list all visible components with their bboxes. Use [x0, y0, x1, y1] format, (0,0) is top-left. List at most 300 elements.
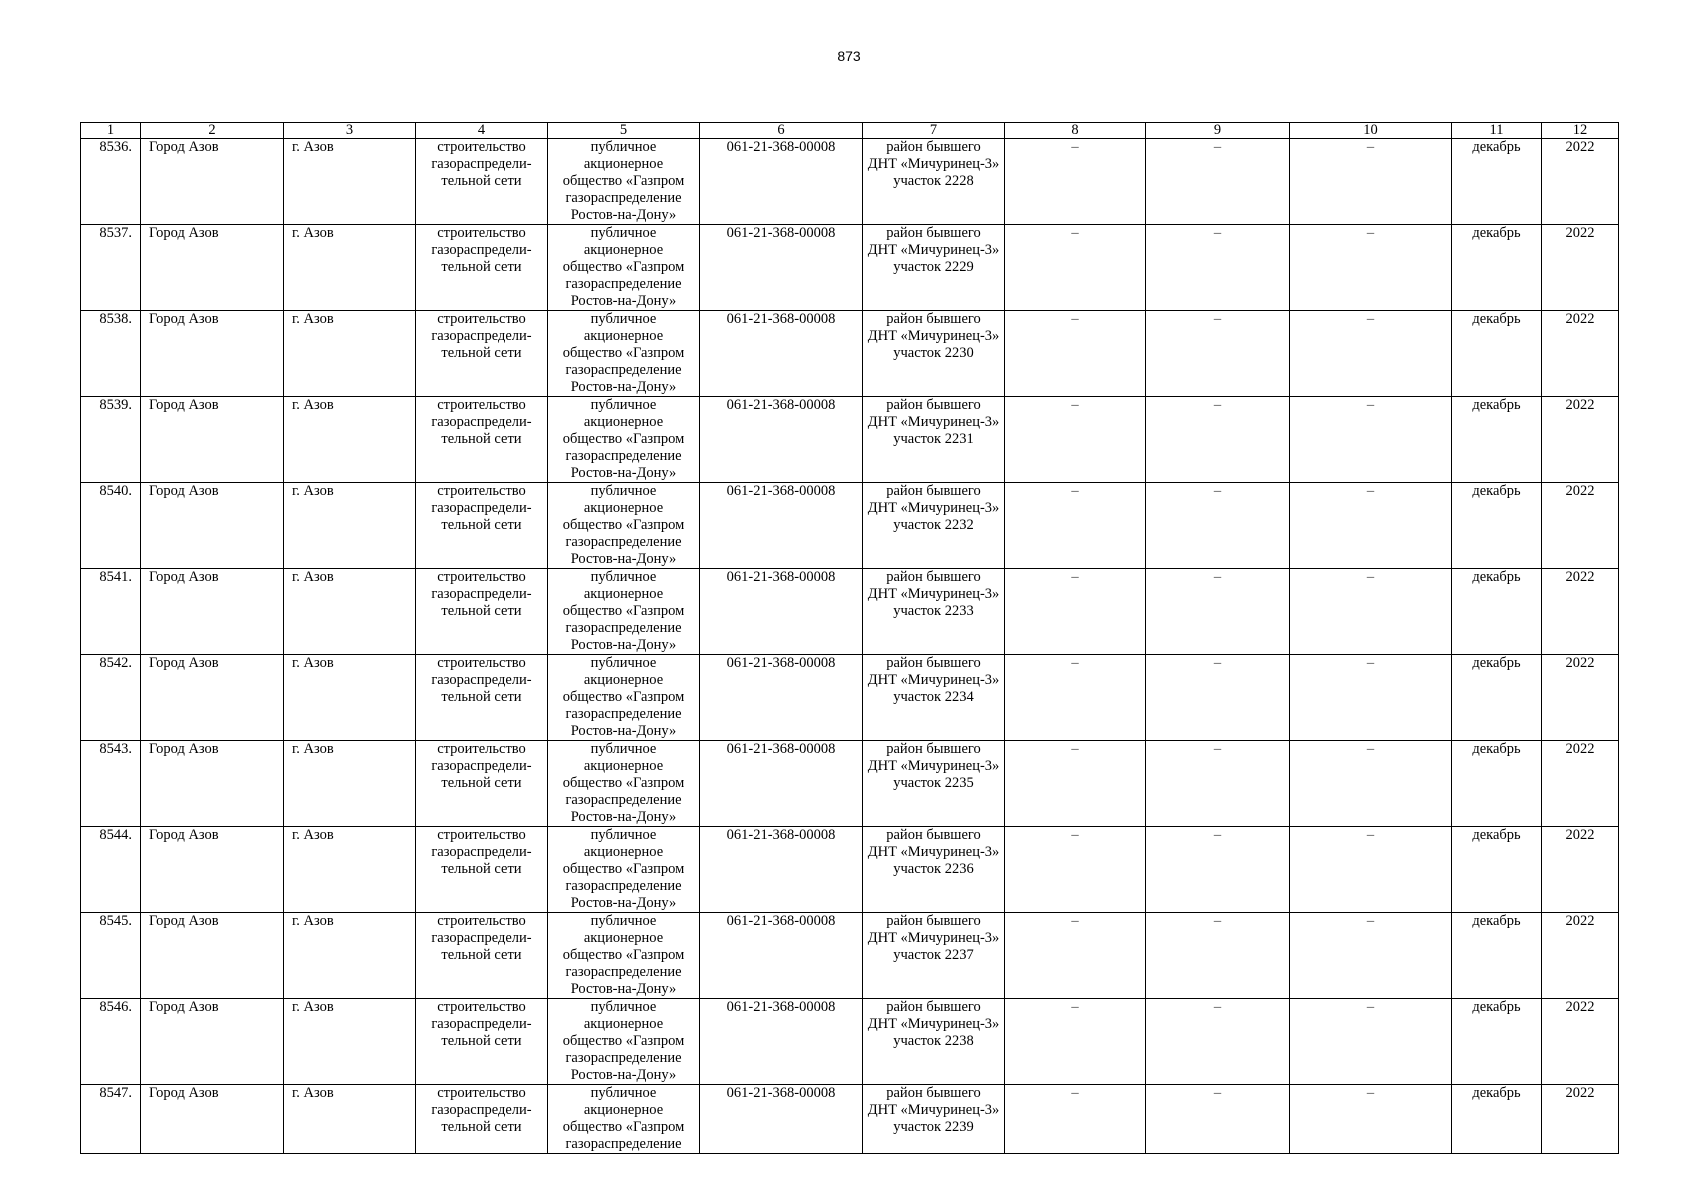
column-9-cell: –: [1146, 311, 1290, 397]
purpose-cell: [416, 311, 548, 397]
code-cell: 061-21-368-00008: [700, 311, 863, 397]
location-cell: [863, 397, 1005, 483]
owner-cell-line: акционерное: [583, 328, 664, 344]
location-cell: [863, 569, 1005, 655]
location-cell-line: район бывшего: [886, 397, 981, 413]
purpose-cell-line: газораспредели-: [431, 586, 532, 602]
purpose-cell-line: строительство: [437, 913, 526, 929]
column-header-6: 6: [700, 123, 863, 139]
code-cell: 061-21-368-00008: [700, 655, 863, 741]
purpose-cell-line: строительство: [437, 225, 526, 241]
owner-cell-line: публичное: [590, 397, 657, 413]
year-cell: 2022: [1542, 569, 1619, 655]
purpose-cell-line: газораспредели-: [431, 1102, 532, 1118]
year-cell: 2022: [1542, 483, 1619, 569]
row-number: 8538.: [81, 311, 141, 397]
owner-cell-line: публичное: [590, 741, 657, 757]
location-cell-line: район бывшего: [886, 741, 981, 757]
column-header-12: 12: [1542, 123, 1619, 139]
owner-cell-line: общество «Газпром: [562, 259, 685, 275]
month-cell: декабрь: [1452, 741, 1542, 827]
owner-cell-line: Ростов-на-Дону»: [570, 1067, 677, 1083]
purpose-cell: [416, 655, 548, 741]
location-cell-line: район бывшего: [886, 225, 981, 241]
purpose-cell-line: газораспредели-: [431, 156, 532, 172]
owner-cell-line: публичное: [590, 999, 657, 1015]
table-row: [81, 913, 1619, 999]
month-cell: декабрь: [1452, 397, 1542, 483]
purpose-cell: [416, 139, 548, 225]
owner-cell: [548, 913, 700, 999]
owner-cell-line: Ростов-на-Дону»: [570, 207, 677, 223]
column-header-7: 7: [863, 123, 1005, 139]
year-cell: 2022: [1542, 741, 1619, 827]
owner-cell: [548, 741, 700, 827]
column-8-cell: –: [1005, 397, 1146, 483]
location-cell-line: ДНТ «Мичуринец-3»: [867, 930, 1000, 946]
settlement-cell: г. Азов: [284, 311, 416, 397]
owner-cell-line: газораспределение: [565, 792, 682, 808]
column-9-cell: –: [1146, 397, 1290, 483]
purpose-cell: [416, 225, 548, 311]
column-10-cell: –: [1290, 913, 1452, 999]
purpose-cell-line: строительство: [437, 827, 526, 843]
location-cell-line: участок 2239: [893, 1119, 974, 1135]
settlement-cell: г. Азов: [284, 655, 416, 741]
column-header-4: 4: [416, 123, 548, 139]
owner-cell-line: акционерное: [583, 586, 664, 602]
settlement-cell: г. Азов: [284, 483, 416, 569]
purpose-cell-line: газораспредели-: [431, 844, 532, 860]
table-row: [81, 483, 1619, 569]
month-cell: декабрь: [1452, 655, 1542, 741]
owner-cell-line: Ростов-на-Дону»: [570, 465, 677, 481]
location-cell-line: участок 2238: [893, 1033, 974, 1049]
location-cell: [863, 741, 1005, 827]
location-cell-line: район бывшего: [886, 311, 981, 327]
owner-cell-line: Ростов-на-Дону»: [570, 723, 677, 739]
location-cell-line: ДНТ «Мичуринец-3»: [867, 1016, 1000, 1032]
column-8-cell: –: [1005, 311, 1146, 397]
municipality-cell: Город Азов: [141, 483, 284, 569]
location-cell: [863, 999, 1005, 1085]
table-row: [81, 741, 1619, 827]
month-cell: декабрь: [1452, 1085, 1542, 1154]
municipality-cell: Город Азов: [141, 999, 284, 1085]
owner-cell-line: акционерное: [583, 414, 664, 430]
location-cell: [863, 1085, 1005, 1154]
table-row: [81, 311, 1619, 397]
owner-cell-line: публичное: [590, 827, 657, 843]
purpose-cell: [416, 569, 548, 655]
month-cell: декабрь: [1452, 999, 1542, 1085]
location-cell-line: ДНТ «Мичуринец-3»: [867, 672, 1000, 688]
code-cell: 061-21-368-00008: [700, 913, 863, 999]
purpose-cell-line: строительство: [437, 569, 526, 585]
column-10-cell: –: [1290, 311, 1452, 397]
code-cell: 061-21-368-00008: [700, 741, 863, 827]
year-cell: 2022: [1542, 225, 1619, 311]
month-cell: декабрь: [1452, 139, 1542, 225]
settlement-cell: г. Азов: [284, 913, 416, 999]
owner-cell-line: газораспределение: [565, 448, 682, 464]
column-9-cell: –: [1146, 569, 1290, 655]
owner-cell: [548, 999, 700, 1085]
location-cell: [863, 483, 1005, 569]
table-row: [81, 569, 1619, 655]
settlement-cell: г. Азов: [284, 1085, 416, 1154]
owner-cell-line: газораспределение: [565, 276, 682, 292]
owner-cell-line: газораспределение: [565, 190, 682, 206]
owner-cell-line: публичное: [590, 569, 657, 585]
row-number: 8546.: [81, 999, 141, 1085]
row-number: 8545.: [81, 913, 141, 999]
year-cell: 2022: [1542, 913, 1619, 999]
municipality-cell: Город Азов: [141, 311, 284, 397]
purpose-cell-line: тельной сети: [441, 345, 522, 361]
settlement-cell: г. Азов: [284, 999, 416, 1085]
row-number: 8539.: [81, 397, 141, 483]
purpose-cell-line: газораспредели-: [431, 930, 532, 946]
registry-table: [80, 122, 1619, 1154]
owner-cell-line: акционерное: [583, 672, 664, 688]
month-cell: декабрь: [1452, 913, 1542, 999]
column-8-cell: –: [1005, 827, 1146, 913]
location-cell-line: ДНТ «Мичуринец-3»: [867, 586, 1000, 602]
location-cell-line: район бывшего: [886, 569, 981, 585]
location-cell-line: ДНТ «Мичуринец-3»: [867, 758, 1000, 774]
purpose-cell-line: тельной сети: [441, 775, 522, 791]
table-row: [81, 139, 1619, 225]
owner-cell-line: акционерное: [583, 1016, 664, 1032]
location-cell-line: район бывшего: [886, 827, 981, 843]
location-cell: [863, 655, 1005, 741]
row-number: 8536.: [81, 139, 141, 225]
code-cell: 061-21-368-00008: [700, 999, 863, 1085]
owner-cell-line: газораспределение: [565, 534, 682, 550]
year-cell: 2022: [1542, 1085, 1619, 1154]
column-10-cell: –: [1290, 1085, 1452, 1154]
municipality-cell: Город Азов: [141, 397, 284, 483]
purpose-cell: [416, 827, 548, 913]
column-header-2: 2: [141, 123, 284, 139]
owner-cell-line: Ростов-на-Дону»: [570, 895, 677, 911]
purpose-cell-line: строительство: [437, 999, 526, 1015]
row-number: 8537.: [81, 225, 141, 311]
owner-cell-line: Ростов-на-Дону»: [570, 809, 677, 825]
page-number: 873: [837, 48, 861, 64]
table-row: [81, 397, 1619, 483]
purpose-cell-line: тельной сети: [441, 173, 522, 189]
owner-cell-line: акционерное: [583, 1102, 664, 1118]
owner-cell-line: общество «Газпром: [562, 517, 685, 533]
month-cell: декабрь: [1452, 311, 1542, 397]
column-header-1: 1: [81, 123, 141, 139]
location-cell-line: ДНТ «Мичуринец-3»: [867, 844, 1000, 860]
code-cell: 061-21-368-00008: [700, 397, 863, 483]
owner-cell: [548, 225, 700, 311]
municipality-cell: Город Азов: [141, 1085, 284, 1154]
purpose-cell-line: тельной сети: [441, 517, 522, 533]
owner-cell-line: Ростов-на-Дону»: [570, 981, 677, 997]
owner-cell-line: газораспределение: [565, 1136, 682, 1152]
column-10-cell: –: [1290, 741, 1452, 827]
owner-cell: [548, 1085, 700, 1154]
column-9-cell: –: [1146, 1085, 1290, 1154]
location-cell-line: участок 2230: [893, 345, 974, 361]
owner-cell-line: газораспределение: [565, 878, 682, 894]
code-cell: 061-21-368-00008: [700, 827, 863, 913]
purpose-cell-line: тельной сети: [441, 603, 522, 619]
purpose-cell-line: газораспредели-: [431, 672, 532, 688]
owner-cell-line: акционерное: [583, 930, 664, 946]
code-cell: 061-21-368-00008: [700, 569, 863, 655]
owner-cell-line: общество «Газпром: [562, 1033, 685, 1049]
owner-cell-line: акционерное: [583, 156, 664, 172]
owner-cell: [548, 311, 700, 397]
location-cell-line: участок 2234: [893, 689, 974, 705]
column-9-cell: –: [1146, 225, 1290, 311]
column-10-cell: –: [1290, 999, 1452, 1085]
purpose-cell-line: газораспредели-: [431, 242, 532, 258]
owner-cell-line: общество «Газпром: [562, 775, 685, 791]
purpose-cell-line: строительство: [437, 741, 526, 757]
table-row: [81, 655, 1619, 741]
settlement-cell: г. Азов: [284, 569, 416, 655]
location-cell: [863, 827, 1005, 913]
owner-cell-line: общество «Газпром: [562, 345, 685, 361]
owner-cell-line: публичное: [590, 483, 657, 499]
municipality-cell: Город Азов: [141, 655, 284, 741]
year-cell: 2022: [1542, 827, 1619, 913]
purpose-cell-line: тельной сети: [441, 259, 522, 275]
location-cell-line: участок 2236: [893, 861, 974, 877]
location-cell-line: район бывшего: [886, 139, 981, 155]
purpose-cell: [416, 999, 548, 1085]
owner-cell-line: газораспределение: [565, 362, 682, 378]
purpose-cell-line: строительство: [437, 483, 526, 499]
owner-cell-line: общество «Газпром: [562, 689, 685, 705]
owner-cell-line: публичное: [590, 913, 657, 929]
purpose-cell-line: строительство: [437, 655, 526, 671]
settlement-cell: г. Азов: [284, 225, 416, 311]
column-10-cell: –: [1290, 827, 1452, 913]
column-header-5: 5: [548, 123, 700, 139]
owner-cell-line: газораспределение: [565, 964, 682, 980]
owner-cell-line: публичное: [590, 225, 657, 241]
purpose-cell: [416, 1085, 548, 1154]
row-number: 8543.: [81, 741, 141, 827]
table-row: [81, 827, 1619, 913]
owner-cell-line: общество «Газпром: [562, 861, 685, 877]
owner-cell-line: общество «Газпром: [562, 1119, 685, 1135]
location-cell-line: район бывшего: [886, 913, 981, 929]
table-row: [81, 1085, 1619, 1154]
month-cell: декабрь: [1452, 225, 1542, 311]
owner-cell-line: Ростов-на-Дону»: [570, 637, 677, 653]
purpose-cell-line: тельной сети: [441, 861, 522, 877]
owner-cell-line: публичное: [590, 1085, 657, 1101]
table-row: [81, 999, 1619, 1085]
year-cell: 2022: [1542, 999, 1619, 1085]
column-number-row: [81, 123, 1619, 139]
municipality-cell: Город Азов: [141, 569, 284, 655]
location-cell-line: район бывшего: [886, 483, 981, 499]
row-number: 8541.: [81, 569, 141, 655]
settlement-cell: г. Азов: [284, 827, 416, 913]
year-cell: 2022: [1542, 655, 1619, 741]
owner-cell-line: акционерное: [583, 758, 664, 774]
settlement-cell: г. Азов: [284, 397, 416, 483]
column-8-cell: –: [1005, 741, 1146, 827]
purpose-cell: [416, 741, 548, 827]
location-cell-line: участок 2233: [893, 603, 974, 619]
purpose-cell: [416, 397, 548, 483]
column-8-cell: –: [1005, 569, 1146, 655]
month-cell: декабрь: [1452, 827, 1542, 913]
location-cell-line: ДНТ «Мичуринец-3»: [867, 414, 1000, 430]
location-cell-line: участок 2237: [893, 947, 974, 963]
row-number: 8540.: [81, 483, 141, 569]
code-cell: 061-21-368-00008: [700, 139, 863, 225]
year-cell: 2022: [1542, 397, 1619, 483]
purpose-cell-line: строительство: [437, 311, 526, 327]
location-cell: [863, 225, 1005, 311]
location-cell-line: ДНТ «Мичуринец-3»: [867, 500, 1000, 516]
location-cell-line: район бывшего: [886, 655, 981, 671]
purpose-cell: [416, 483, 548, 569]
column-10-cell: –: [1290, 225, 1452, 311]
purpose-cell: [416, 913, 548, 999]
column-10-cell: –: [1290, 483, 1452, 569]
municipality-cell: Город Азов: [141, 225, 284, 311]
location-cell-line: район бывшего: [886, 999, 981, 1015]
column-9-cell: –: [1146, 139, 1290, 225]
purpose-cell-line: газораспредели-: [431, 500, 532, 516]
row-number: 8542.: [81, 655, 141, 741]
purpose-cell-line: газораспредели-: [431, 328, 532, 344]
table-row: [81, 225, 1619, 311]
municipality-cell: Город Азов: [141, 741, 284, 827]
column-8-cell: –: [1005, 483, 1146, 569]
owner-cell: [548, 655, 700, 741]
column-10-cell: –: [1290, 397, 1452, 483]
settlement-cell: г. Азов: [284, 741, 416, 827]
column-10-cell: –: [1290, 655, 1452, 741]
purpose-cell-line: тельной сети: [441, 1119, 522, 1135]
owner-cell-line: общество «Газпром: [562, 431, 685, 447]
location-cell-line: ДНТ «Мичуринец-3»: [867, 328, 1000, 344]
purpose-cell-line: тельной сети: [441, 947, 522, 963]
purpose-cell-line: строительство: [437, 397, 526, 413]
owner-cell-line: газораспределение: [565, 1050, 682, 1066]
owner-cell-line: общество «Газпром: [562, 603, 685, 619]
column-9-cell: –: [1146, 999, 1290, 1085]
location-cell-line: участок 2231: [893, 431, 974, 447]
code-cell: 061-21-368-00008: [700, 225, 863, 311]
column-9-cell: –: [1146, 655, 1290, 741]
year-cell: 2022: [1542, 139, 1619, 225]
owner-cell: [548, 397, 700, 483]
owner-cell-line: газораспределение: [565, 706, 682, 722]
column-8-cell: –: [1005, 1085, 1146, 1154]
month-cell: декабрь: [1452, 569, 1542, 655]
owner-cell-line: акционерное: [583, 844, 664, 860]
column-header-8: 8: [1005, 123, 1146, 139]
owner-cell-line: публичное: [590, 311, 657, 327]
column-9-cell: –: [1146, 741, 1290, 827]
owner-cell: [548, 827, 700, 913]
column-header-9: 9: [1146, 123, 1290, 139]
owner-cell-line: Ростов-на-Дону»: [570, 293, 677, 309]
purpose-cell-line: газораспредели-: [431, 414, 532, 430]
location-cell-line: участок 2228: [893, 173, 974, 189]
location-cell-line: участок 2235: [893, 775, 974, 791]
column-8-cell: –: [1005, 999, 1146, 1085]
code-cell: 061-21-368-00008: [700, 483, 863, 569]
location-cell: [863, 311, 1005, 397]
location-cell-line: район бывшего: [886, 1085, 981, 1101]
municipality-cell: Город Азов: [141, 827, 284, 913]
owner-cell: [548, 569, 700, 655]
location-cell-line: участок 2229: [893, 259, 974, 275]
purpose-cell-line: газораспредели-: [431, 1016, 532, 1032]
owner-cell-line: публичное: [590, 655, 657, 671]
location-cell: [863, 913, 1005, 999]
municipality-cell: Город Азов: [141, 913, 284, 999]
purpose-cell-line: газораспредели-: [431, 758, 532, 774]
owner-cell-line: публичное: [590, 139, 657, 155]
purpose-cell-line: тельной сети: [441, 689, 522, 705]
column-9-cell: –: [1146, 827, 1290, 913]
column-8-cell: –: [1005, 225, 1146, 311]
column-9-cell: –: [1146, 483, 1290, 569]
purpose-cell-line: строительство: [437, 1085, 526, 1101]
owner-cell-line: общество «Газпром: [562, 947, 685, 963]
purpose-cell-line: строительство: [437, 139, 526, 155]
location-cell: [863, 139, 1005, 225]
row-number: 8544.: [81, 827, 141, 913]
municipality-cell: Город Азов: [141, 139, 284, 225]
column-8-cell: –: [1005, 913, 1146, 999]
year-cell: 2022: [1542, 311, 1619, 397]
location-cell-line: ДНТ «Мичуринец-3»: [867, 1102, 1000, 1118]
purpose-cell-line: тельной сети: [441, 1033, 522, 1049]
owner-cell-line: Ростов-на-Дону»: [570, 551, 677, 567]
location-cell-line: ДНТ «Мичуринец-3»: [867, 156, 1000, 172]
owner-cell-line: общество «Газпром: [562, 173, 685, 189]
owner-cell: [548, 483, 700, 569]
location-cell-line: участок 2232: [893, 517, 974, 533]
column-8-cell: –: [1005, 655, 1146, 741]
owner-cell-line: газораспределение: [565, 620, 682, 636]
column-9-cell: –: [1146, 913, 1290, 999]
column-10-cell: –: [1290, 139, 1452, 225]
settlement-cell: г. Азов: [284, 139, 416, 225]
location-cell-line: ДНТ «Мичуринец-3»: [867, 242, 1000, 258]
column-10-cell: –: [1290, 569, 1452, 655]
column-8-cell: –: [1005, 139, 1146, 225]
owner-cell-line: акционерное: [583, 500, 664, 516]
code-cell: 061-21-368-00008: [700, 1085, 863, 1154]
column-header-10: 10: [1290, 123, 1452, 139]
owner-cell: [548, 139, 700, 225]
purpose-cell-line: тельной сети: [441, 431, 522, 447]
month-cell: декабрь: [1452, 483, 1542, 569]
row-number: 8547.: [81, 1085, 141, 1154]
column-header-11: 11: [1452, 123, 1542, 139]
owner-cell-line: акционерное: [583, 242, 664, 258]
